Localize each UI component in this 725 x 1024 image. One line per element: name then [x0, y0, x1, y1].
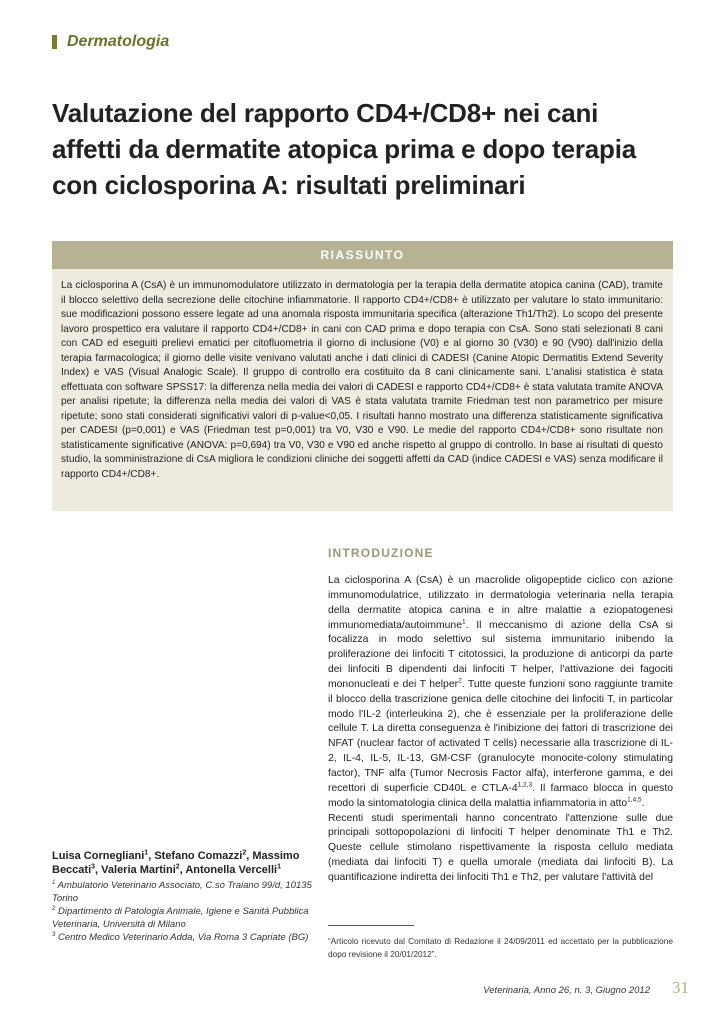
article-title: Valutazione del rapporto CD4+/CD8+ nei cani affetti da dermatite atopica prima e dopo terapia con ciclosporina A: risultati preliminari: [52, 98, 636, 200]
abstract-text: La ciclosporina A (CsA) è un immunomodulatore utilizzato in dermatologia per la terapia della dermatite atopica canina (CAD), tramite il blocco selettivo della secrezione delle citochine infiammatorie. Il rapporto CD4+/CD8+ è utilizzato per valutare lo stato immunitario: sue modificazioni possono essere legate ad una anomala risposta immunitaria specifica (alterazione Th1/Th2). Lo scopo del presente lavoro prospettico era valutare il rapporto CD4+/CD8+ in cani con CAD prima e dopo terapia con CsA. Sono stati selezionati 8 cani con CAD ed eseguiti prelievi ematici per citofluometria il giorno di inclusione (V0) e al giorno 30 (V30) e 90 (V90) dall'inizio della terapia farmacologica; il giorno delle visite venivano valutati anche i dati clinici di CADESI (Canine Atopic Dermatitis Extend Severity Index) e VAS (Visual Analogic Scale). Il gruppo di controllo era costituito da 8 cani clinicamente sani. L'analisi statistica è stata effettuata con software SPSS17: la differenza nella media dei valori di CADESI e rapporto CD4+/CD8+ è stata valutata tramite ANOVA per analisi ripetute; la differenza nella media dei valori di VAS è stata valutata tramite Friedman test non parametrico per misure ripetute; sono stati considerati significativi valori di p-value<0,05. I risultati hanno mostrato una differenza statisticamente significativa per CADESI (p=0,001) e VAS (Friedman test p=0,001) tra V0, V30 e V90. Le medie del rapporto CD4+/CD8+ sono risultate non statisticamente significative (ANOVA: p=0,694) tra V0, V30 e V90 ed anche rispetto al gruppo di controllo. In base ai risultati di questo studio, la somministrazione di CsA migliora le condizioni cliniche dei soggetti affetti da CAD (indice CADESI e VAS) senza modificare il rapporto CD4+/CD8+.: [61, 280, 663, 480]
introduction-heading: INTRODUZIONE: [328, 546, 434, 560]
author-list: [52, 849, 312, 877]
footnote: “Articolo ricevuto dal Comitato di Redazione il 24/09/2011 ed accettato per la pubblicazione dopo revisione il 20/01/2012”.: [328, 936, 673, 959]
author-name: Luisa Cornegliani: [52, 850, 145, 862]
affiliation-number: 3: [52, 931, 56, 938]
author-name: , Antonella Vercelli: [179, 864, 278, 876]
affiliation-text: Centro Medico Veterinario Adda, Via Roma 3 Capriate (BG): [57, 932, 309, 943]
author-affiliation-marker: 2: [242, 849, 247, 857]
citation-superscript: 1,4,5: [627, 796, 642, 804]
section-header: [52, 31, 169, 53]
intro-text-segment: . Tutte queste funzioni sono raggiunte tramite il blocco della trascrizione genica delle citochine dei linfociti T, in particolar modo l'IL-2 (interleukina 2), che è essenziale per la proliferazione delle cellule T. La diretta conseguenza è l'inibizione dei fattori di trascrizione dei NFAT (nuclear factor of activated T cells) necessarie alla trascrizione di IL-2, IL-4, IL-5, IL-13, GM-CSF (granulocyte monocite-colony stimulating factor), TNF alfa (Tumor Necrosis Factor alfa), interferone gamma, e dei recettori di superficie CD40L e CTLA-4: [328, 678, 673, 794]
author-name: , Valeria Martini: [95, 864, 176, 876]
page-number: 31: [672, 978, 689, 997]
author-affiliation-marker: 1: [144, 849, 149, 857]
journal-reference: Veterinaria, Anno 26, n. 3, Giugno 2012: [483, 985, 650, 996]
section-marker-bar: [52, 35, 57, 49]
citation-superscript: 2: [458, 677, 462, 685]
intro-text-segment: . Il farmaco blocca in questo modo la sintomatologia clinica della malattia infiammatoria in atto: [328, 782, 673, 809]
affiliation-text: Ambulatorio Veterinario Associato, C.so Traiano 99/d, 10135 Torino: [52, 880, 312, 904]
affiliation-item: [52, 879, 312, 905]
citation-superscript: 1: [462, 618, 466, 626]
introduction-body: [328, 574, 673, 886]
authors-block: [52, 849, 312, 944]
author-affiliation-marker: 1: [277, 863, 281, 871]
affiliation-item: [52, 905, 312, 931]
author-name: , Stefano Comazzi: [148, 850, 243, 862]
author-name: , Massimo Beccati: [52, 850, 300, 876]
abstract-header: [52, 241, 673, 269]
intro-text-segment: . Il meccanismo di azione della CsA si focalizza in modo selettivo sul sistema immunitario inibendo la proliferazione dei linfociti T citotossici, la produzione di anticorpi da parte dei linfociti B dipendenti dai linfociti T helper, l'attivazione dei fagociti mononucleati e dei T helper: [328, 619, 673, 690]
intro-text-segment: La ciclosporina A (CsA) è un macrolide oligopeptide ciclico con azione immunomodulatrice, utilizzato in dermatologia veterinaria nella terapia della dermatite atopica canina e in altre malattie a eziopatogenesi immunomediata/autoimmune: [328, 575, 673, 631]
affiliation-number: 2: [52, 905, 56, 912]
section-label: Dermatologia: [67, 33, 170, 50]
author-affiliation-marker: 3: [91, 863, 96, 871]
introduction-paragraph-1: [328, 574, 673, 812]
affiliation-text: Dipartimento di Patologia Animale, Igiene e Sanità Pubblica Veterinaria, Università di Milano: [52, 906, 309, 930]
abstract-box: [52, 241, 673, 511]
affiliation-item: [52, 931, 312, 944]
abstract-heading: RIASSUNTO: [320, 248, 405, 262]
intro-text-segment: .: [641, 797, 645, 809]
affiliation-list: [52, 879, 312, 944]
citation-superscript: 1,2,3: [517, 781, 533, 789]
introduction-paragraph-2: Recenti studi sperimentali hanno concentrato l'attenzione sulle due principali sottopopolazioni di linfociti T helper denominate Th1 e Th2. Queste cellule stimolano rispettivamente la risposta cellulo mediata (mediata dai linfociti T) e quella umorale (mediata dai linfociti B). La quantificazione indiretta dei linfociti Th1 e Th2, per valutare l'attività del: [328, 812, 673, 883]
page-footer: [483, 978, 689, 998]
footnote-divider: [328, 925, 414, 926]
affiliation-number: 1: [52, 879, 56, 886]
author-affiliation-marker: 2: [175, 863, 180, 871]
